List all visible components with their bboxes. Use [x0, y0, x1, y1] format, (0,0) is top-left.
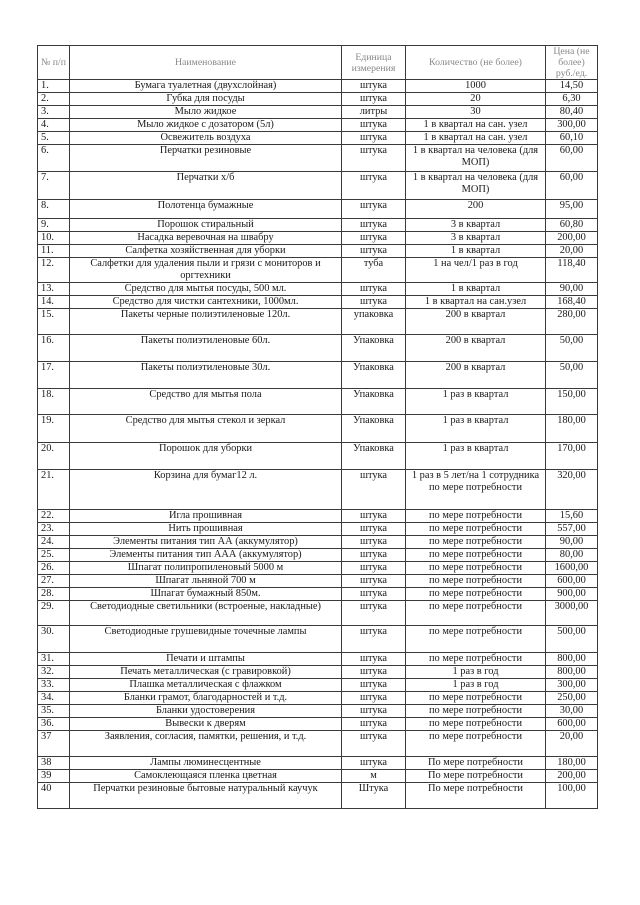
row-num: 24.	[38, 536, 70, 549]
row-unit: Упаковка	[342, 335, 406, 362]
table-row	[38, 309, 598, 335]
procurement-table-sheet	[37, 45, 597, 809]
table-row	[38, 470, 598, 510]
row-price: 300,00	[546, 119, 598, 132]
row-num: 38	[38, 757, 70, 770]
row-qty: по мере потребности	[406, 523, 546, 536]
row-price: 30,00	[546, 705, 598, 718]
header-name: Наименование	[70, 46, 342, 80]
row-qty: 200 в квартал	[406, 309, 546, 335]
row-name: Салфетка хозяйственная для уборки	[70, 245, 342, 258]
row-unit: штука	[342, 510, 406, 523]
row-price: 900,00	[546, 588, 598, 601]
table-header-row	[38, 46, 598, 80]
table-body	[38, 80, 598, 809]
row-qty: по мере потребности	[406, 653, 546, 666]
row-unit: Упаковка	[342, 443, 406, 470]
row-qty: 30	[406, 106, 546, 119]
table-row	[38, 523, 598, 536]
row-num: 3.	[38, 106, 70, 119]
row-price: 60,80	[546, 219, 598, 232]
row-price: 150,00	[546, 389, 598, 415]
table-row	[38, 549, 598, 562]
table-row	[38, 666, 598, 679]
row-num: 22.	[38, 510, 70, 523]
row-qty: по мере потребности	[406, 718, 546, 731]
table-row	[38, 705, 598, 718]
header-price: Цена (не более) руб./ед.	[546, 46, 598, 80]
row-unit: штука	[342, 145, 406, 172]
row-unit: штука	[342, 232, 406, 245]
row-qty: 200 в квартал	[406, 335, 546, 362]
table-row	[38, 562, 598, 575]
row-unit: штука	[342, 245, 406, 258]
row-price: 600,00	[546, 575, 598, 588]
row-unit: штука	[342, 731, 406, 757]
row-name: Пакеты полиэтиленовые 60л.	[70, 335, 342, 362]
row-unit: штука	[342, 132, 406, 145]
table-row	[38, 145, 598, 172]
row-qty: по мере потребности	[406, 601, 546, 626]
table-row	[38, 731, 598, 757]
row-unit: штука	[342, 588, 406, 601]
row-qty: по мере потребности	[406, 510, 546, 523]
table-row	[38, 245, 598, 258]
row-name: Порошок для уборки	[70, 443, 342, 470]
row-qty: 20	[406, 93, 546, 106]
row-unit: штука	[342, 172, 406, 200]
row-qty: 200 в квартал	[406, 362, 546, 389]
row-num: 5.	[38, 132, 70, 145]
row-qty: 1 в квартал	[406, 245, 546, 258]
row-unit: штука	[342, 575, 406, 588]
row-name: Шпагат льняной 700 м	[70, 575, 342, 588]
row-qty: 1 в квартал на сан.узел	[406, 296, 546, 309]
row-unit: штука	[342, 119, 406, 132]
row-unit: Упаковка	[342, 415, 406, 443]
row-unit: штука	[342, 601, 406, 626]
table-row	[38, 335, 598, 362]
row-num: 10.	[38, 232, 70, 245]
row-name: Заявления, согласия, памятки, решения, и т.д.	[70, 731, 342, 757]
row-name: Мыло жидкое	[70, 106, 342, 119]
row-unit: литры	[342, 106, 406, 119]
row-num: 11.	[38, 245, 70, 258]
row-unit: штука	[342, 562, 406, 575]
procurement-table	[37, 45, 598, 809]
table-row	[38, 692, 598, 705]
row-price: 60,10	[546, 132, 598, 145]
row-num: 37	[38, 731, 70, 757]
row-num: 35.	[38, 705, 70, 718]
row-name: Полотенца бумажные	[70, 200, 342, 219]
row-name: Светодиодные грушевидные точечные лампы	[70, 626, 342, 653]
row-qty: по мере потребности	[406, 575, 546, 588]
row-price: 180,00	[546, 415, 598, 443]
row-num: 33.	[38, 679, 70, 692]
row-name: Плашка металлическая с флажком	[70, 679, 342, 692]
table-row	[38, 679, 598, 692]
row-unit: штука	[342, 296, 406, 309]
row-price: 180,00	[546, 757, 598, 770]
row-num: 25.	[38, 549, 70, 562]
table-row	[38, 588, 598, 601]
row-price: 20,00	[546, 731, 598, 757]
row-num: 13.	[38, 283, 70, 296]
row-qty: 1 в квартал	[406, 283, 546, 296]
table-row	[38, 80, 598, 93]
row-qty: 1 раз в квартал	[406, 443, 546, 470]
row-price: 15,60	[546, 510, 598, 523]
row-price: 50,00	[546, 362, 598, 389]
row-num: 32.	[38, 666, 70, 679]
row-qty: 1 в квартал на человека (для МОП)	[406, 172, 546, 200]
row-num: 39	[38, 770, 70, 783]
row-num: 9.	[38, 219, 70, 232]
row-price: 1600,00	[546, 562, 598, 575]
row-price: 280,00	[546, 309, 598, 335]
row-name: Светодиодные светильники (встроеные, накладные)	[70, 601, 342, 626]
row-unit: штука	[342, 718, 406, 731]
row-qty: 1 в квартал на сан. узел	[406, 132, 546, 145]
row-qty: 200	[406, 200, 546, 219]
row-name: Печати и штампы	[70, 653, 342, 666]
row-num: 14.	[38, 296, 70, 309]
row-qty: 1 раз в год	[406, 666, 546, 679]
row-price: 20,00	[546, 245, 598, 258]
row-price: 600,00	[546, 718, 598, 731]
row-unit: штука	[342, 93, 406, 106]
row-price: 168,40	[546, 296, 598, 309]
row-name: Порошок стиральный	[70, 219, 342, 232]
row-num: 30.	[38, 626, 70, 653]
row-qty: По мере потребности	[406, 770, 546, 783]
row-name: Самоклеющаяся пленка цветная	[70, 770, 342, 783]
table-row	[38, 119, 598, 132]
row-unit: штука	[342, 692, 406, 705]
table-row	[38, 389, 598, 415]
row-qty: по мере потребности	[406, 536, 546, 549]
row-unit: Упаковка	[342, 389, 406, 415]
row-name: Освежитель воздуха	[70, 132, 342, 145]
row-price: 800,00	[546, 653, 598, 666]
row-num: 40	[38, 783, 70, 809]
row-name: Элементы питания тип АА (аккумулятор)	[70, 536, 342, 549]
row-name: Шпагат бумажный 850м.	[70, 588, 342, 601]
row-name: Перчатки резиновые бытовые натуральный каучук	[70, 783, 342, 809]
row-name: Средство для чистки сантехники, 1000мл.	[70, 296, 342, 309]
row-price: 90,00	[546, 536, 598, 549]
row-name: Лампы люминесцентные	[70, 757, 342, 770]
row-name: Нить прошивная	[70, 523, 342, 536]
row-num: 4.	[38, 119, 70, 132]
row-qty: по мере потребности	[406, 626, 546, 653]
row-unit: м	[342, 770, 406, 783]
row-price: 80,40	[546, 106, 598, 119]
row-qty: по мере потребности	[406, 588, 546, 601]
row-unit: штука	[342, 549, 406, 562]
row-unit: штука	[342, 219, 406, 232]
row-name: Мыло жидкое с дозатором (5л)	[70, 119, 342, 132]
row-num: 6.	[38, 145, 70, 172]
table-row	[38, 757, 598, 770]
row-name: Средство для мытья посуды, 500 мл.	[70, 283, 342, 296]
row-num: 12.	[38, 258, 70, 283]
row-price: 200,00	[546, 232, 598, 245]
row-price: 100,00	[546, 783, 598, 809]
table-row	[38, 536, 598, 549]
row-price: 500,00	[546, 626, 598, 653]
row-unit: штука	[342, 666, 406, 679]
row-qty: По мере потребности	[406, 783, 546, 809]
row-num: 1.	[38, 80, 70, 93]
row-num: 26.	[38, 562, 70, 575]
row-name: Пакеты полиэтиленовые 30л.	[70, 362, 342, 389]
row-num: 23.	[38, 523, 70, 536]
row-unit: штука	[342, 653, 406, 666]
row-name: Пакеты черные полиэтиленовые 120л.	[70, 309, 342, 335]
header-qty: Количество (не более)	[406, 46, 546, 80]
row-num: 28.	[38, 588, 70, 601]
row-name: Губка для посуды	[70, 93, 342, 106]
row-name: Игла прошивная	[70, 510, 342, 523]
row-price: 3000,00	[546, 601, 598, 626]
row-qty: по мере потребности	[406, 731, 546, 757]
row-num: 16.	[38, 335, 70, 362]
row-unit: штука	[342, 536, 406, 549]
table-row	[38, 132, 598, 145]
table-row	[38, 770, 598, 783]
row-num: 17.	[38, 362, 70, 389]
row-qty: по мере потребности	[406, 692, 546, 705]
table-row	[38, 362, 598, 389]
row-name: Бланки грамот, благодарностей и т.д.	[70, 692, 342, 705]
row-name: Салфетки для удаления пыли и грязи с мониторов и оргтехники	[70, 258, 342, 283]
row-unit: штука	[342, 283, 406, 296]
row-unit: упаковка	[342, 309, 406, 335]
row-price: 60,00	[546, 145, 598, 172]
table-row	[38, 200, 598, 219]
table-row	[38, 443, 598, 470]
row-name: Насадка веревочная на швабру	[70, 232, 342, 245]
row-unit: штука	[342, 80, 406, 93]
row-price: 90,00	[546, 283, 598, 296]
row-unit: Штука	[342, 783, 406, 809]
row-num: 7.	[38, 172, 70, 200]
header-num: № п/п	[38, 46, 70, 80]
row-price: 320,00	[546, 470, 598, 510]
row-num: 19.	[38, 415, 70, 443]
row-price: 200,00	[546, 770, 598, 783]
row-unit: штука	[342, 705, 406, 718]
row-unit: штука	[342, 679, 406, 692]
row-qty: 3 в квартал	[406, 232, 546, 245]
row-qty: по мере потребности	[406, 562, 546, 575]
table-row	[38, 106, 598, 119]
row-name: Средство для мытья пола	[70, 389, 342, 415]
table-row	[38, 219, 598, 232]
row-qty: 1 раз в квартал	[406, 389, 546, 415]
row-name: Средство для мытья стекол и зеркал	[70, 415, 342, 443]
row-name: Печать металлическая (с гравировкой)	[70, 666, 342, 679]
row-name: Вывески к дверям	[70, 718, 342, 731]
table-row	[38, 93, 598, 106]
table-row	[38, 415, 598, 443]
row-unit: туба	[342, 258, 406, 283]
row-name: Перчатки х/б	[70, 172, 342, 200]
row-price: 50,00	[546, 335, 598, 362]
row-qty: по мере потребности	[406, 549, 546, 562]
table-row	[38, 783, 598, 809]
row-name: Корзина для бумаг12 л.	[70, 470, 342, 510]
row-qty: 1 на чел/1 раз в год	[406, 258, 546, 283]
row-num: 36.	[38, 718, 70, 731]
row-price: 800,00	[546, 666, 598, 679]
row-name: Перчатки резиновые	[70, 145, 342, 172]
row-price: 95,00	[546, 200, 598, 219]
table-row	[38, 172, 598, 200]
table-row	[38, 653, 598, 666]
row-num: 21.	[38, 470, 70, 510]
row-unit: Упаковка	[342, 362, 406, 389]
row-unit: штука	[342, 523, 406, 536]
row-num: 29.	[38, 601, 70, 626]
row-qty: 1 в квартал на сан. узел	[406, 119, 546, 132]
row-unit: штука	[342, 626, 406, 653]
row-unit: штука	[342, 200, 406, 219]
table-row	[38, 296, 598, 309]
row-num: 27.	[38, 575, 70, 588]
row-num: 31.	[38, 653, 70, 666]
row-unit: штука	[342, 757, 406, 770]
row-price: 300,00	[546, 679, 598, 692]
row-price: 60,00	[546, 172, 598, 200]
row-num: 8.	[38, 200, 70, 219]
row-name: Бланки удостоверения	[70, 705, 342, 718]
table-row	[38, 232, 598, 245]
header-unit: Единица измерения	[342, 46, 406, 80]
row-price: 118,40	[546, 258, 598, 283]
row-name: Элементы питания тип ААА (аккумулятор)	[70, 549, 342, 562]
row-qty: 1 в квартал на человека (для МОП)	[406, 145, 546, 172]
table-row	[38, 718, 598, 731]
table-row	[38, 626, 598, 653]
row-name: Бумага туалетная (двухслойная)	[70, 80, 342, 93]
row-qty: 1 раз в квартал	[406, 415, 546, 443]
table-row	[38, 601, 598, 626]
table-row	[38, 283, 598, 296]
table-row	[38, 258, 598, 283]
row-qty: по мере потребности	[406, 705, 546, 718]
row-unit: штука	[342, 470, 406, 510]
row-name: Шпагат полипропиленовый 5000 м	[70, 562, 342, 575]
row-num: 18.	[38, 389, 70, 415]
row-qty: По мере потребности	[406, 757, 546, 770]
table-row	[38, 575, 598, 588]
row-price: 250,00	[546, 692, 598, 705]
row-price: 6,30	[546, 93, 598, 106]
row-price: 80,00	[546, 549, 598, 562]
row-qty: 1 раз в год	[406, 679, 546, 692]
table-row	[38, 510, 598, 523]
row-price: 170,00	[546, 443, 598, 470]
row-qty: 3 в квартал	[406, 219, 546, 232]
row-price: 557,00	[546, 523, 598, 536]
row-num: 20.	[38, 443, 70, 470]
row-qty: 1 раз в 5 лет/на 1 сотрудника по мере потребности	[406, 470, 546, 510]
row-num: 34.	[38, 692, 70, 705]
row-num: 2.	[38, 93, 70, 106]
row-qty: 1000	[406, 80, 546, 93]
row-price: 14,50	[546, 80, 598, 93]
row-num: 15.	[38, 309, 70, 335]
